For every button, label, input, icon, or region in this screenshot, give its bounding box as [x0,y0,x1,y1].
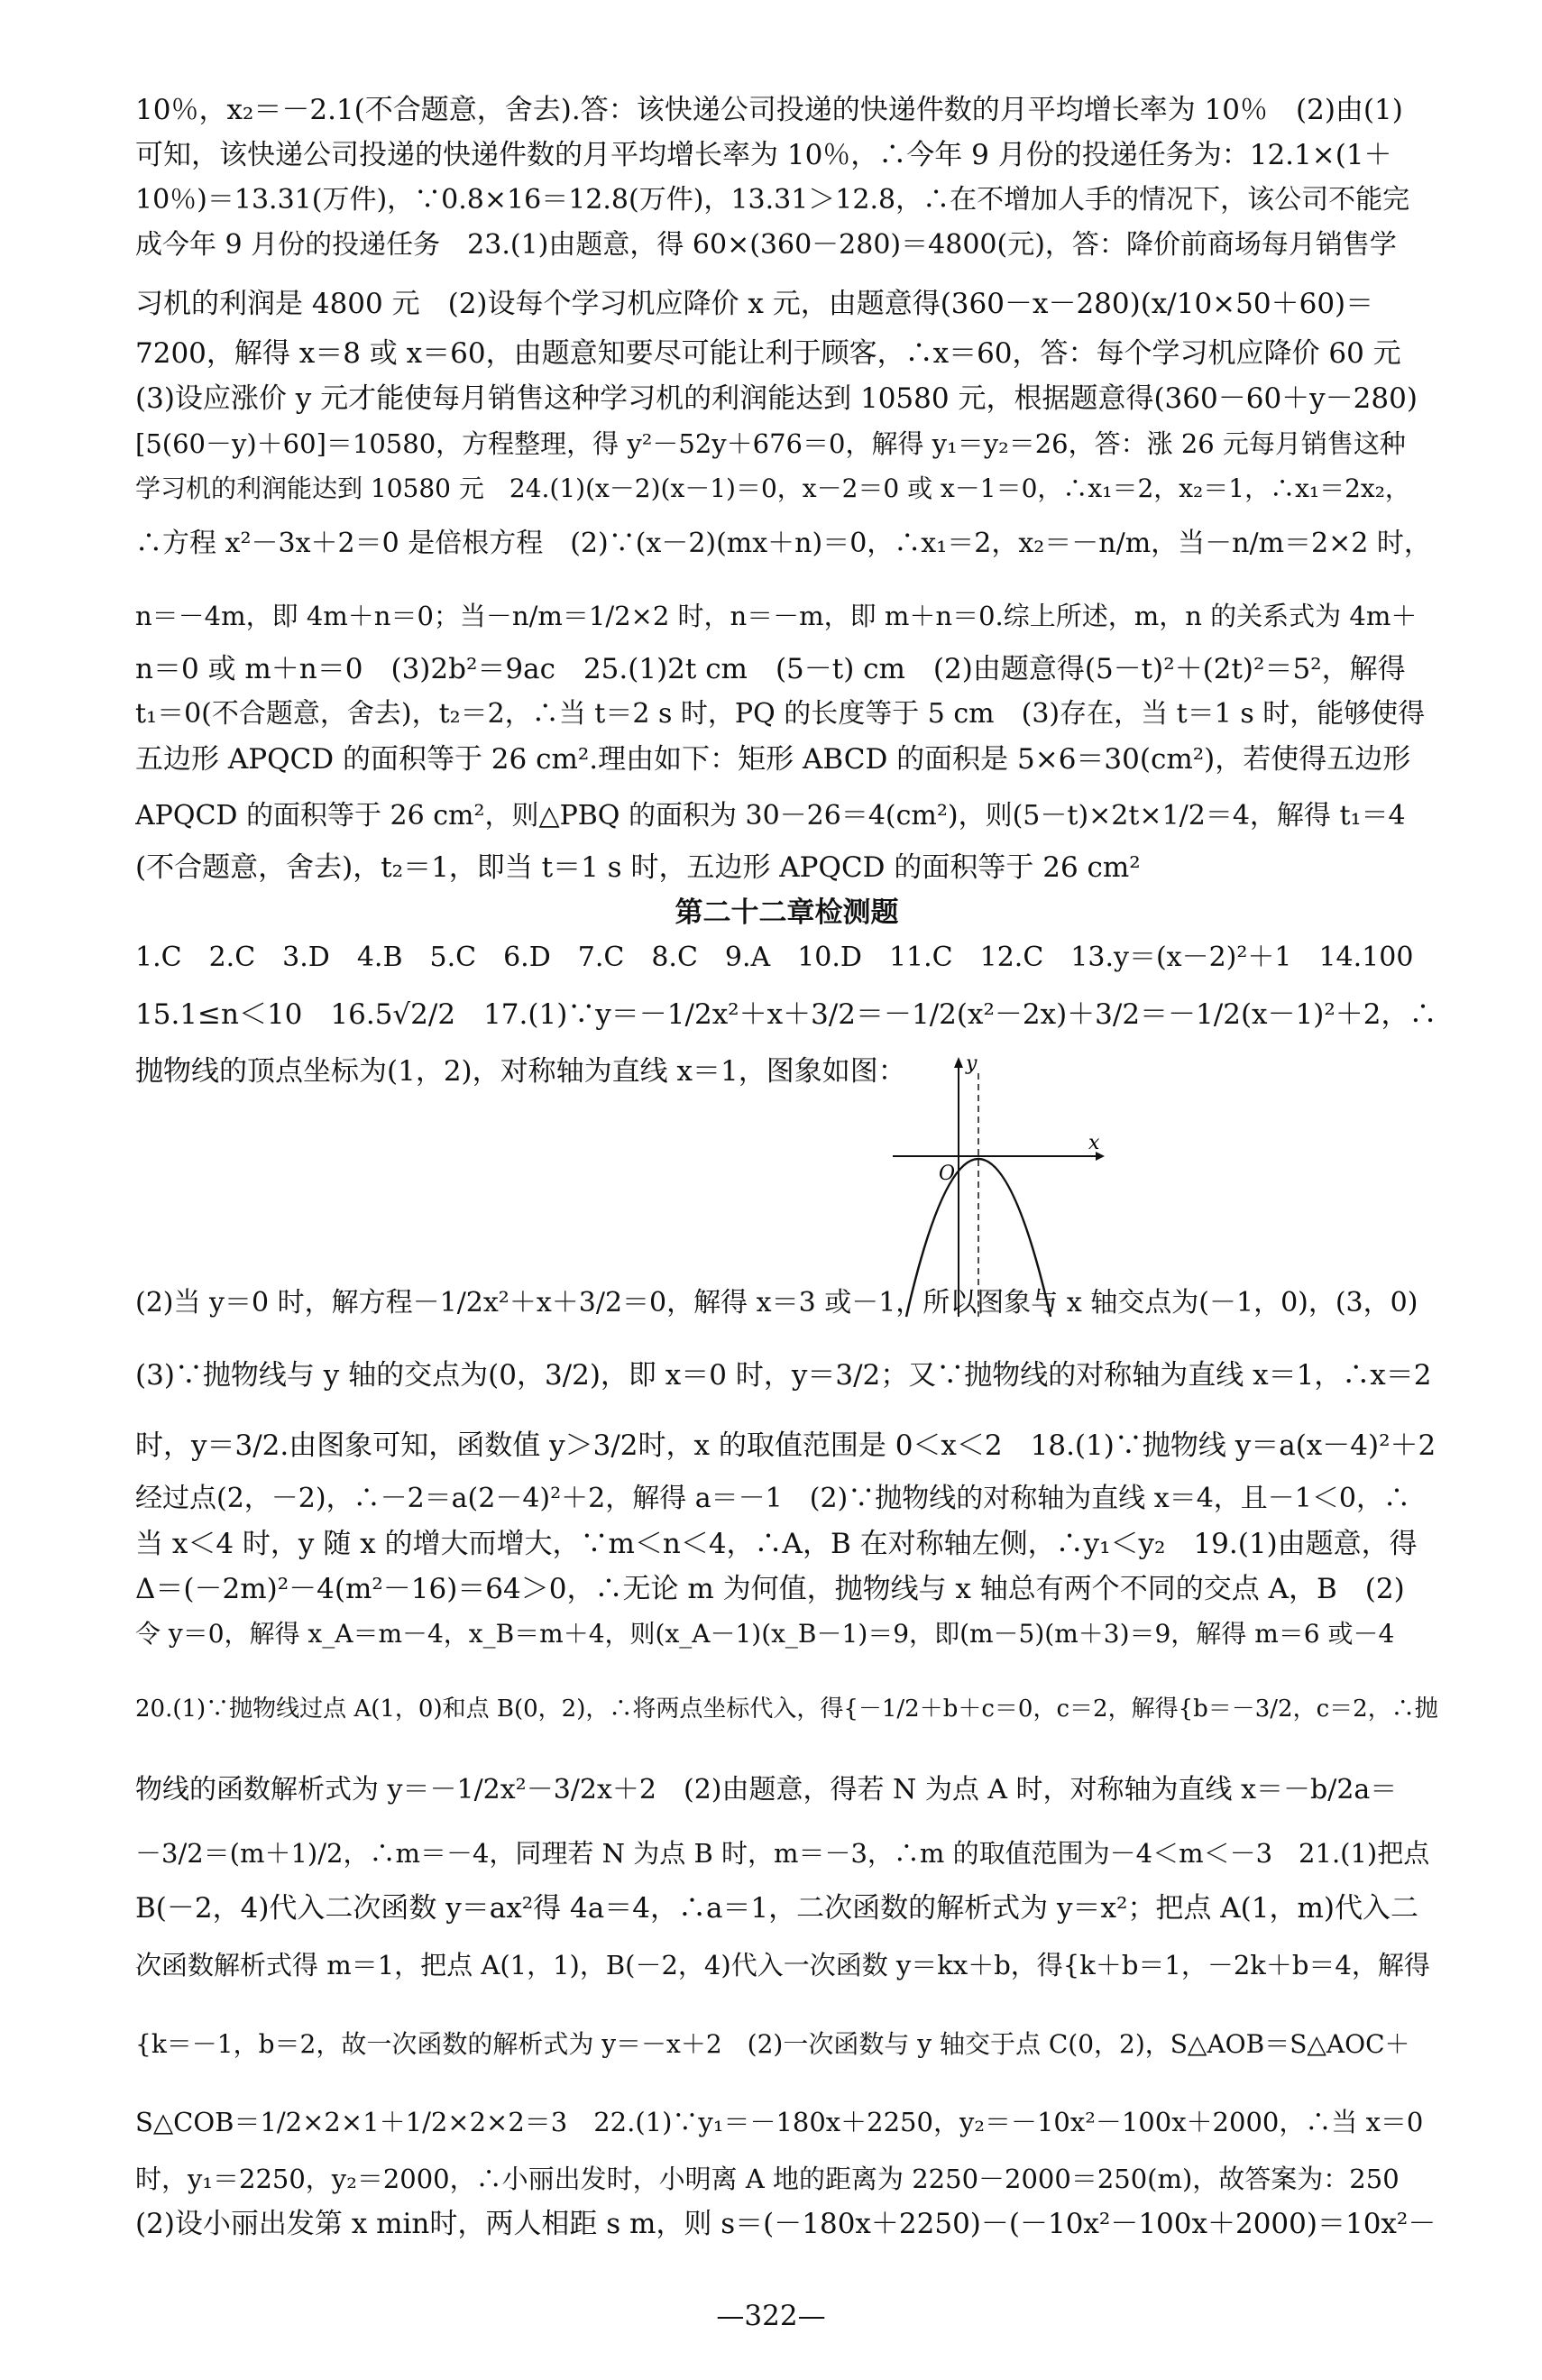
text-line: n＝－4m，即 4m＋n＝0；当－n/m＝1/2×2 时，n＝－m，即 m＋n＝0.综上所述，m，n 的关系式为 4m＋ [135,601,1418,631]
text-line: 可知，该快递公司投递的快递件数的月平均增长率为 10％，∴今年 9 月份的投递任务为：12.1×(1＋ [135,139,1392,171]
text-line: Δ＝(－2m)²－4(m²－16)＝64＞0，∴无论 m 为何值，抛物线与 x 轴总有两个不同的交点 A，B (2) [135,1573,1405,1605]
text-line: 时，y＝3/2.由图象可知，函数值 y＞3/2时，x 的取值范围是 0＜x＜2 18.(1)∵抛物线 y＝a(x－4)²＋2 [135,1429,1436,1462]
chapter-heading: 第二十二章检测题 [675,896,899,929]
text-line: 20.(1)∵抛物线过点 A(1，0)和点 B(0，2)，∴将两点坐标代入，得{－1/2＋b＋c＝0，c＝2，解得{b＝－3/2，c＝2，∴抛 [135,1695,1438,1723]
text-line: {k＝－1，b＝2，故一次函数的解析式为 y＝－x＋2 (2)一次函数与 y 轴交于点 C(0，2)，S△AOB＝S△AOC＋ [135,2029,1410,2059]
text-line: 令 y＝0，解得 x_A＝m－4，x_B＝m＋4，则(x_A－1)(x_B－1)＝9，即(m－5)(m＋3)＝9，解得 m＝6 或－4 [135,1619,1395,1649]
text-line: 成今年 9 月份的投递任务 23.(1)由题意，得 60×(360－280)＝4800(元)，答：降价前商场每月销售学 [135,229,1397,261]
text-line: 10％)＝13.31(万件)，∵0.8×16＝12.8(万件)，13.31＞12.8，∴在不增加人手的情况下，该公司不能完 [135,184,1410,216]
text-line: 抛物线的顶点坐标为(1，2)，对称轴为直线 x＝1，图象如图： [135,1055,906,1088]
text-line: －3/2＝(m＋1)/2，∴m＝－4，同理若 N 为点 B 时，m＝－3，∴m 的取值范围为－4＜m＜－3 21.(1)把点 [135,1838,1430,1869]
text-line: 次函数解析式得 m＝1，把点 A(1，1)，B(－2，4)代入一次函数 y＝kx＋b，得{k＋b＝1，－2k＋b＝4，解得 [135,1950,1430,1980]
text-line: (不合题意，舍去)，t₂＝1，即当 t＝1 s 时，五边形 APQCD 的面积等于 26 cm² [135,851,1141,884]
text-line: [5(60－y)＋60]＝10580，方程整理，得 y²－52y＋676＝0，解得 y₁＝y₂＝26，答：涨 26 元每月销售这种 [135,428,1406,459]
text-line: 学习机的利润能达到 10580 元 24.(1)(x－2)(x－1)＝0，x－2＝0 或 x－1＝0，∴x₁＝2，x₂＝1，∴x₁＝2x₂， [135,473,1410,503]
text-line: 经过点(2，－2)，∴－2＝a(2－4)²＋2，解得 a＝－1 (2)∵抛物线的对称轴为直线 x＝4，且－1＜0，∴ [135,1483,1410,1514]
text-line: ∴方程 x²－3x＋2＝0 是倍根方程 (2)∵(x－2)(mx＋n)＝0，∴x₁＝2，x₂＝－n/m，当－n/m＝2×2 时， [135,528,1431,559]
text-line: S△COB＝1/2×2×1＋1/2×2×2＝3 22.(1)∵y₁＝－180x＋2250，y₂＝－10x²－100x＋2000，∴当 x＝0 [135,2107,1424,2137]
text-line: (3)设应涨价 y 元才能使每月销售这种学习机的利润能达到 10580 元，根据题意得(360－60＋y－280) [135,382,1418,415]
text-line: 当 x＜4 时，y 随 x 的增大而增大，∵m＜n＜4，∴A，B 在对称轴左侧，∴y₁＜y₂ 19.(1)由题意，得 [135,1528,1418,1560]
text-line: 五边形 APQCD 的面积等于 26 cm².理由如下：矩形 ABCD 的面积是 5×6＝30(cm²)，若使得五边形 [135,743,1411,776]
origin-label: O [939,1162,956,1185]
text-line: 时，y₁＝2250，y₂＝2000，∴小丽出发时，小明离 A 地的距离为 2250－2000＝250(m)，故答案为：250 [135,2164,1400,2194]
answer-key-line: 1.C 2.C 3.D 4.B 5.C 6.D 7.C 8.C 9.A 10.D 11.C 12.C 13.y＝(x－2)²＋1 14.100 [135,942,1414,973]
text-line: (3)∵抛物线与 y 轴的交点为(0，3/2)，即 x＝0 时，y＝3/2；又∵抛物线的对称轴为直线 x＝1，∴x＝2 [135,1359,1432,1392]
text-line: 10％，x₂＝－2.1(不合题意，舍去).答：该快递公司投递的快递件数的月平均增长率为 10％ (2)由(1) [135,94,1403,126]
y-axis-label: y [966,1055,978,1075]
text-line: 习机的利润是 4800 元 (2)设每个学习机应降价 x 元，由题意得(360－x－280)(x/10×50＋60)＝ [135,288,1374,320]
text-line: (2)当 y＝0 时，解方程－1/2x²＋x＋3/2＝0，解得 x＝3 或－1，所以图象与 x 轴交点为(－1，0)，(3，0) [135,1287,1418,1319]
page-number: —322— [716,2300,826,2332]
text-line: B(－2，4)代入二次函数 y＝ax²得 4a＝4，∴a＝1，二次函数的解析式为 y＝x²；把点 A(1，m)代入二 [135,1892,1418,1925]
y-axis-arrow-icon [954,1057,963,1068]
text-line: APQCD 的面积等于 26 cm²，则△PBQ 的面积为 30－26＝4(cm²)，则(5－t)×2t×1/2＝4，解得 t₁＝4 [135,800,1406,832]
text-line: 15.1≤n＜10 16.5√2/2 17.(1)∵y＝－1/2x²＋x＋3/2＝－1/2(x²－2x)＋3/2＝－1/2(x－1)²＋2，∴ [135,998,1437,1031]
text-line: 7200，解得 x＝8 或 x＝60，由题意知要尽可能让利于顾客，∴x＝60，答：每个学习机应降价 60 元 [135,337,1401,370]
text-line: 物线的函数解析式为 y＝－1/2x²－3/2x＋2 (2)由题意，得若 N 为点 A 时，对称轴为直线 x＝－b/2a＝ [135,1774,1398,1806]
text-line: (2)设小丽出发第 x min时，两人相距 s m，则 s＝(－180x＋2250)－(－10x²－100x＋2000)＝10x²－ [135,2208,1436,2240]
text-line: t₁＝0(不合题意，舍去)，t₂＝2，∴当 t＝2 s 时，PQ 的长度等于 5 cm (3)存在，当 t＝1 s 时，能够使得 [135,698,1426,730]
text-line: n＝0 或 m＋n＝0 (3)2b²＝9ac 25.(1)2t cm (5－t) cm (2)由题意得(5－t)²＋(2t)²＝5²，解得 [135,653,1406,685]
x-axis-label: x [1088,1132,1100,1154]
